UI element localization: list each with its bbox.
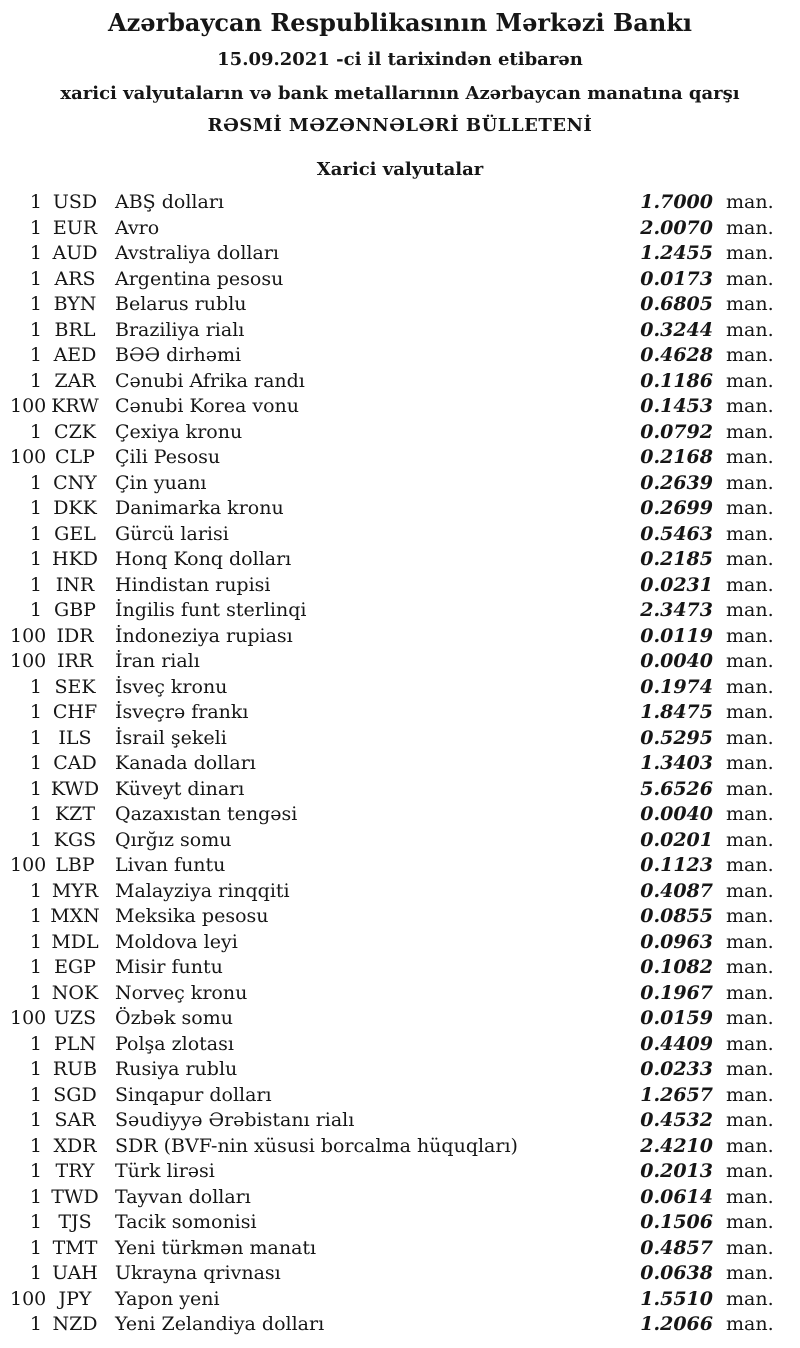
currency-rate: 1.2455	[640, 242, 713, 264]
currency-name: ABŞ dolları	[115, 191, 224, 213]
currency-code: SAR	[54, 1109, 96, 1131]
currency-rate: 0.1506	[640, 1211, 713, 1233]
currency-quantity: 1	[29, 1134, 42, 1157]
currency-code: RUB	[52, 1058, 98, 1080]
currency-rate: 0.4857	[640, 1236, 713, 1259]
currency-code: EGP	[54, 956, 96, 978]
currency-quantity: 1	[29, 497, 42, 519]
currency-unit: man.	[726, 1007, 774, 1029]
currency-name: Braziliya rialı	[115, 318, 245, 341]
currency-quantity: 1	[29, 1185, 42, 1208]
currency-code: NOK	[51, 981, 99, 1004]
currency-name: Türk lirəsi	[115, 1160, 215, 1182]
currency-quantity: 1	[29, 1083, 42, 1106]
currency-row	[0, 956, 800, 982]
currency-rate: 0.0159	[640, 1007, 713, 1029]
currency-rate: 0.6805	[640, 293, 713, 315]
currency-name: İsveçrə frankı	[115, 701, 249, 723]
currency-unit: man.	[726, 752, 774, 774]
currency-name: Özbək somu	[115, 1007, 233, 1029]
currency-code: TMT	[52, 1236, 98, 1259]
currency-rate: 2.4210	[640, 1134, 713, 1157]
currency-rate: 0.2013	[640, 1160, 713, 1182]
currency-code: CAD	[53, 752, 97, 774]
currency-name: Meksika pesosu	[115, 905, 269, 927]
currency-unit: man.	[726, 293, 774, 315]
currency-name: Malayziya rinqqiti	[115, 879, 290, 902]
currency-code: CNY	[53, 471, 97, 494]
currency-name: Avstraliya dolları	[115, 242, 279, 264]
currency-name: SDR (BVF-nin xüsusi borcalma hüquqları)	[115, 1134, 518, 1157]
currency-code: ILS	[58, 726, 92, 749]
currency-name: Livan funtu	[115, 854, 226, 876]
currency-unit: man.	[726, 675, 774, 698]
currency-quantity: 1	[29, 905, 42, 927]
currency-rate: 0.0638	[640, 1262, 713, 1284]
currency-row	[0, 421, 800, 447]
currency-rate: 1.7000	[640, 191, 713, 213]
currency-code: UAH	[52, 1262, 98, 1284]
currency-name: Norveç kronu	[115, 981, 248, 1004]
currency-name: Danimarka kronu	[115, 497, 284, 519]
currency-unit: man.	[726, 981, 774, 1004]
currency-code: TJS	[58, 1211, 92, 1233]
currency-rate: 0.1186	[640, 369, 713, 392]
currency-code: INR	[55, 573, 95, 596]
currency-code: GBP	[54, 599, 96, 621]
currency-unit: man.	[726, 573, 774, 596]
currency-quantity: 100	[10, 854, 47, 876]
currency-unit: man.	[726, 803, 774, 825]
currency-unit: man.	[726, 369, 774, 392]
currency-quantity: 1	[29, 1211, 42, 1233]
currency-unit: man.	[726, 624, 774, 647]
currency-name: Yeni türkmən manatı	[115, 1236, 317, 1259]
currency-row	[0, 242, 800, 268]
currency-row	[0, 982, 800, 1008]
currency-rate: 0.1967	[640, 981, 713, 1004]
currency-name: Tayvan dolları	[115, 1185, 251, 1208]
currency-row	[0, 1237, 800, 1263]
currency-row	[0, 778, 800, 804]
currency-code: CLP	[55, 446, 95, 468]
currency-unit: man.	[726, 242, 774, 264]
currency-unit: man.	[726, 216, 774, 239]
subject-line: xarici valyutaların və bank metallarının Azərbaycan manatına qarşı	[60, 83, 740, 104]
currency-quantity: 1	[29, 522, 42, 545]
currency-row	[0, 1033, 800, 1059]
currency-rate: 0.5463	[640, 522, 713, 545]
currency-row	[0, 1160, 800, 1186]
currency-unit: man.	[726, 1262, 774, 1284]
currency-rate: 0.2699	[640, 497, 713, 519]
currency-rate: 1.8475	[640, 701, 713, 723]
currency-quantity: 1	[29, 1058, 42, 1080]
currency-row	[0, 1262, 800, 1288]
currency-quantity: 1	[29, 344, 42, 366]
currency-quantity: 100	[10, 650, 47, 672]
currency-name: Çexiya kronu	[115, 420, 243, 443]
document-header	[0, 0, 800, 137]
currency-unit: man.	[726, 471, 774, 494]
currency-code: GEL	[54, 522, 96, 545]
currency-code: MYR	[51, 879, 99, 902]
currency-rate: 0.0792	[640, 420, 713, 443]
currency-row	[0, 676, 800, 702]
currency-code: CZK	[54, 420, 96, 443]
currency-name: Küveyt dinarı	[115, 777, 245, 800]
exchange-rates-table	[0, 191, 800, 1339]
currency-code: UZS	[53, 1007, 97, 1029]
currency-rate: 0.0855	[640, 905, 713, 927]
currency-quantity: 1	[29, 879, 42, 902]
currency-code: XDR	[53, 1134, 97, 1157]
currency-name: İsveç kronu	[115, 675, 228, 698]
currency-rate: 0.0231	[640, 573, 713, 596]
currency-code: ZAR	[54, 369, 96, 392]
currency-quantity: 1	[29, 803, 42, 825]
currency-rate: 2.0070	[640, 216, 713, 239]
currency-row	[0, 625, 800, 651]
currency-unit: man.	[726, 522, 774, 545]
currency-name: Cənubi Afrika randı	[115, 369, 305, 392]
currency-quantity: 1	[29, 548, 42, 570]
currency-quantity: 100	[10, 1007, 47, 1029]
currency-row	[0, 293, 800, 319]
currency-unit: man.	[726, 267, 774, 290]
currency-row	[0, 395, 800, 421]
currency-code: BRL	[54, 318, 96, 341]
currency-quantity: 1	[29, 675, 42, 698]
currency-name: İsrail şekeli	[115, 726, 227, 749]
currency-row	[0, 931, 800, 957]
currency-row	[0, 1135, 800, 1161]
currency-row	[0, 880, 800, 906]
currency-name: İngilis funt sterlinqi	[115, 599, 307, 621]
currency-name: Ukrayna qrivnası	[115, 1262, 281, 1284]
currency-unit: man.	[726, 395, 774, 417]
currency-row	[0, 1007, 800, 1033]
currency-code: KGS	[53, 828, 97, 851]
currency-row	[0, 701, 800, 727]
currency-code: KRW	[51, 395, 99, 417]
currency-rate: 1.3403	[640, 752, 713, 774]
currency-name: Yeni Zelandiya dolları	[115, 1313, 325, 1335]
currency-quantity: 1	[29, 828, 42, 851]
currency-name: Hindistan rupisi	[115, 573, 271, 596]
currency-code: KZT	[54, 803, 96, 825]
currency-quantity: 1	[29, 242, 42, 264]
currency-name: Sinqapur dolları	[115, 1083, 272, 1106]
currency-code: EUR	[52, 216, 98, 239]
currency-quantity: 1	[29, 573, 42, 596]
currency-quantity: 1	[29, 752, 42, 774]
currency-name: BƏƏ dirhəmi	[115, 344, 242, 366]
currency-name: Avro	[115, 216, 160, 239]
currency-unit: man.	[726, 777, 774, 800]
currency-unit: man.	[726, 726, 774, 749]
currency-unit: man.	[726, 650, 774, 672]
currency-row	[0, 854, 800, 880]
currency-code: HKD	[52, 548, 98, 570]
currency-rate: 0.4532	[640, 1109, 713, 1131]
currency-name: Tacik somonisi	[115, 1211, 257, 1233]
currency-name: Honq Konq dolları	[115, 548, 292, 570]
currency-row	[0, 217, 800, 243]
currency-row	[0, 497, 800, 523]
currency-unit: man.	[726, 1109, 774, 1131]
currency-rate: 1.5510	[640, 1287, 713, 1310]
currency-code: IDR	[56, 624, 94, 647]
currency-quantity: 100	[10, 446, 47, 468]
currency-unit: man.	[726, 828, 774, 851]
currency-unit: man.	[726, 1160, 774, 1182]
currency-name: Gürcü larisi	[115, 522, 229, 545]
currency-code: BYN	[53, 293, 97, 315]
currency-row	[0, 344, 800, 370]
currency-quantity: 1	[29, 369, 42, 392]
currency-quantity: 1	[29, 1032, 42, 1055]
currency-rate: 0.1974	[640, 675, 713, 698]
currency-quantity: 1	[29, 956, 42, 978]
currency-rate: 0.5295	[640, 726, 713, 749]
currency-unit: man.	[726, 599, 774, 621]
currency-name: Qazaxıstan tengəsi	[115, 803, 298, 825]
bank-name-title: Azərbaycan Respublikasının Mərkəzi Bankı	[107, 8, 693, 37]
currency-unit: man.	[726, 930, 774, 953]
currency-quantity: 1	[29, 1109, 42, 1131]
currency-code: NZD	[52, 1313, 98, 1335]
currency-rate: 0.2185	[640, 548, 713, 570]
currency-row	[0, 1109, 800, 1135]
currency-row	[0, 523, 800, 549]
currency-row	[0, 191, 800, 217]
currency-quantity: 1	[29, 471, 42, 494]
currency-row	[0, 1084, 800, 1110]
currency-name: Çin yuanı	[115, 471, 207, 494]
currency-code: KWD	[50, 777, 100, 800]
currency-row	[0, 752, 800, 778]
currency-code: IRR	[56, 650, 94, 672]
currency-unit: man.	[726, 879, 774, 902]
currency-quantity: 1	[29, 930, 42, 953]
currency-row	[0, 446, 800, 472]
currency-rate: 1.2066	[640, 1313, 713, 1335]
currency-unit: man.	[726, 1185, 774, 1208]
currency-unit: man.	[726, 1134, 774, 1157]
currency-row	[0, 829, 800, 855]
currency-name: Cənubi Korea vonu	[115, 395, 299, 417]
currency-unit: man.	[726, 318, 774, 341]
currency-quantity: 1	[29, 981, 42, 1004]
currency-rate: 0.0233	[640, 1058, 713, 1080]
currency-unit: man.	[726, 1211, 774, 1233]
section-title-foreign-currencies: Xarici valyutalar	[316, 159, 484, 180]
currency-name: Çili Pesosu	[115, 446, 221, 468]
currency-unit: man.	[726, 191, 774, 213]
currency-unit: man.	[726, 1058, 774, 1080]
currency-code: USD	[52, 191, 98, 213]
currency-rate: 1.2657	[640, 1083, 713, 1106]
currency-code: MXN	[50, 905, 100, 927]
currency-name: Belarus rublu	[115, 293, 247, 315]
currency-row	[0, 727, 800, 753]
currency-name: Kanada dolları	[115, 752, 256, 774]
currency-row	[0, 599, 800, 625]
currency-code: LBP	[55, 854, 95, 876]
currency-quantity: 1	[29, 216, 42, 239]
currency-code: PLN	[53, 1032, 97, 1055]
currency-quantity: 1	[29, 267, 42, 290]
currency-row	[0, 1058, 800, 1084]
currency-row	[0, 803, 800, 829]
currency-name: Misir funtu	[115, 956, 223, 978]
currency-unit: man.	[726, 701, 774, 723]
currency-quantity: 1	[29, 420, 42, 443]
currency-rate: 0.1123	[640, 854, 713, 876]
bulletin-title-line: RƏSMİ MƏZƏNNƏLƏRİ BÜLLETENİ	[207, 115, 593, 136]
currency-unit: man.	[726, 854, 774, 876]
currency-unit: man.	[726, 1083, 774, 1106]
currency-row	[0, 548, 800, 574]
currency-unit: man.	[726, 956, 774, 978]
currency-code: AED	[53, 344, 97, 366]
currency-row	[0, 319, 800, 345]
currency-unit: man.	[726, 344, 774, 366]
currency-row	[0, 650, 800, 676]
currency-row	[0, 1313, 800, 1339]
currency-quantity: 100	[10, 624, 47, 647]
currency-rate: 0.0040	[640, 803, 713, 825]
currency-rate: 0.4628	[640, 344, 713, 366]
currency-code: TRY	[55, 1160, 95, 1182]
currency-rate: 0.0963	[640, 930, 713, 953]
currency-code: DKK	[53, 497, 97, 519]
currency-quantity: 1	[29, 318, 42, 341]
currency-rate: 2.3473	[640, 599, 713, 621]
currency-unit: man.	[726, 905, 774, 927]
currency-rate: 0.0040	[640, 650, 713, 672]
currency-rate: 0.0201	[640, 828, 713, 851]
currency-name: Polşa zlotası	[115, 1032, 234, 1055]
currency-name: İran rialı	[115, 650, 200, 672]
currency-unit: man.	[726, 548, 774, 570]
currency-rate: 0.4087	[640, 879, 713, 902]
currency-quantity: 1	[29, 1262, 42, 1284]
currency-rate: 0.0119	[640, 624, 713, 647]
currency-rate: 0.0614	[640, 1185, 713, 1208]
currency-row	[0, 1288, 800, 1314]
currency-code: ARS	[54, 267, 96, 290]
currency-name: Səudiyyə Ərəbistanı rialı	[115, 1109, 355, 1131]
currency-code: MDL	[51, 930, 99, 953]
currency-code: CHF	[52, 701, 98, 723]
currency-name: Moldova leyi	[115, 930, 238, 953]
currency-row	[0, 1211, 800, 1237]
currency-code: JPY	[58, 1287, 92, 1310]
currency-unit: man.	[726, 497, 774, 519]
currency-row	[0, 370, 800, 396]
currency-quantity: 1	[29, 1313, 42, 1335]
currency-rate: 0.4409	[640, 1032, 713, 1055]
currency-unit: man.	[726, 446, 774, 468]
currency-row	[0, 1186, 800, 1212]
currency-unit: man.	[726, 1287, 774, 1310]
currency-code: TWD	[51, 1185, 99, 1208]
currency-unit: man.	[726, 1032, 774, 1055]
currency-unit: man.	[726, 1236, 774, 1259]
currency-row	[0, 905, 800, 931]
currency-code: SGD	[53, 1083, 97, 1106]
currency-row	[0, 268, 800, 294]
currency-code: AUD	[52, 242, 98, 264]
currency-quantity: 1	[29, 701, 42, 723]
currency-quantity: 1	[29, 1160, 42, 1182]
currency-row	[0, 574, 800, 600]
currency-unit: man.	[726, 1313, 774, 1335]
currency-rate: 0.1082	[640, 956, 713, 978]
effective-date-line: 15.09.2021 -ci il tarixindən etibarən	[217, 49, 583, 70]
currency-row	[0, 472, 800, 498]
currency-rate: 0.2639	[640, 471, 713, 494]
currency-rate: 5.6526	[640, 777, 713, 800]
currency-rate: 0.0173	[640, 267, 713, 290]
currency-quantity: 1	[29, 1236, 42, 1259]
currency-unit: man.	[726, 420, 774, 443]
currency-quantity: 1	[29, 777, 42, 800]
currency-name: Yapon yeni	[115, 1287, 220, 1310]
currency-code: SEK	[54, 675, 96, 698]
currency-rate: 0.3244	[640, 318, 713, 341]
currency-rate: 0.1453	[640, 395, 713, 417]
currency-quantity: 100	[10, 1287, 47, 1310]
currency-quantity: 1	[29, 599, 42, 621]
currency-name: Qırğız somu	[115, 828, 232, 851]
currency-name: Argentina pesosu	[115, 267, 284, 290]
currency-quantity: 100	[10, 395, 47, 417]
currency-rate: 0.2168	[640, 446, 713, 468]
currency-quantity: 1	[29, 726, 42, 749]
currency-quantity: 1	[29, 293, 42, 315]
currency-name: İndoneziya rupiası	[115, 624, 293, 647]
currency-quantity: 1	[29, 191, 42, 213]
currency-name: Rusiya rublu	[115, 1058, 238, 1080]
